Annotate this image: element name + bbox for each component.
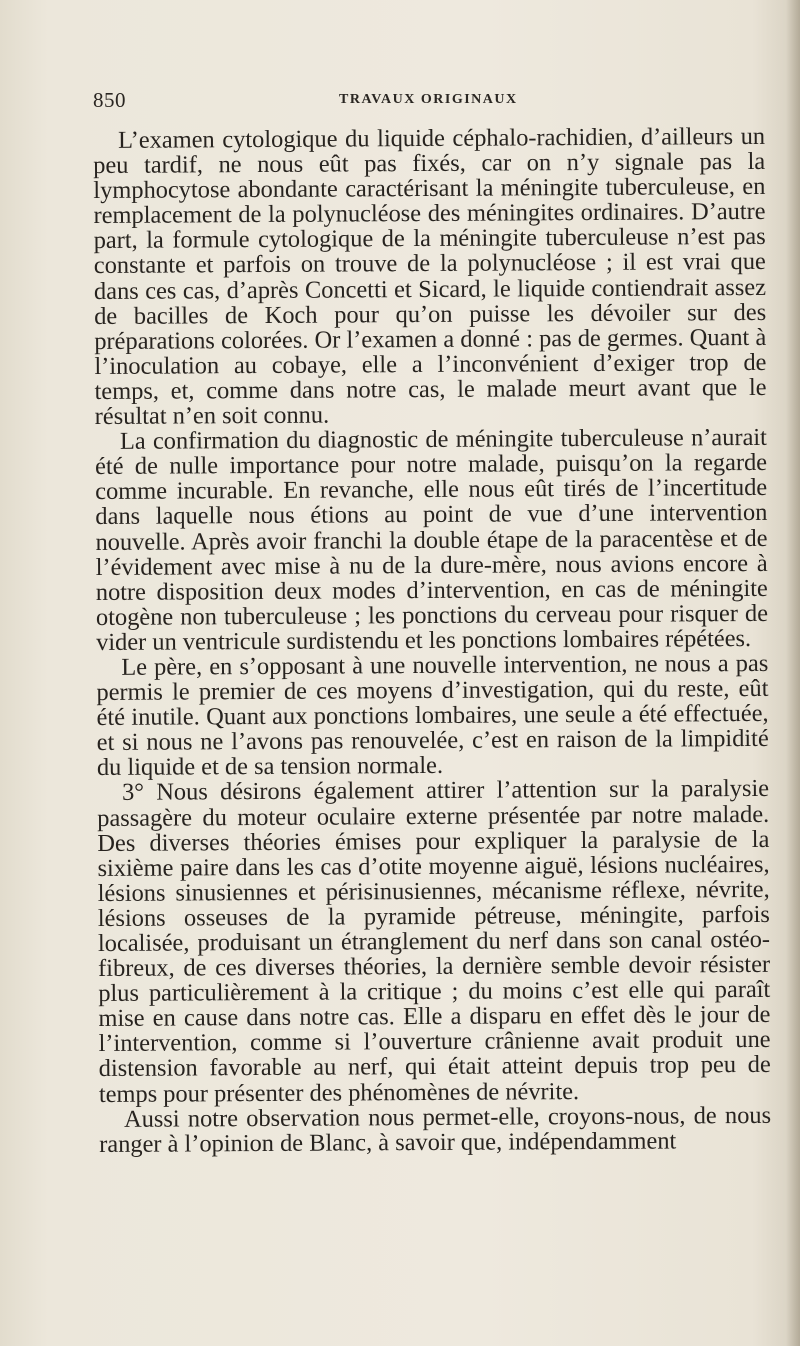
running-title: TRAVAUX ORIGINAUX [339,92,518,107]
paragraph-diagnosis: La confirmation du diagnostic de méningite tuberculeuse n’aurait été de nulle importance pour notre malade, puisqu’on la regarde comme incurable. En revanche, elle nous eût tirés de l’incertitude dans laquelle nous étions au point de vue d’une intervention nouvelle. Après avoir franchi la double étape de la paracentèse et de l’évidement avec mise à nu de la dure-mère, nous avions encore à notre disposition deux modes d’intervention, en cas de méningite otogène non tuberculeuse ; les ponctions du cerveau pour risquer de vider un ventricule surdistendu et les ponctions lombaires répétées. [94,424,769,656]
running-header [93,88,753,112]
paragraph-conclusion: Aussi notre observation nous permet-elle, croyons-nous, de nous ranger à l’opinion de Blanc, à savoir que, indépendamment [99,1101,772,1158]
paragraph-paralysis: 3° Nous désirons également attirer l’attention sur la paralysie passagère du moteur oculaire externe présentée par notre malade. Des diverses théories émises pour expliquer la paralysie de la sixième paire dans les cas d’otite moyenne aiguë, lésions nucléaires, lésions sinusiennes et périsinusiennes, mécanisme réflexe, névrite, lésions osseuses de la pyramide pétreuse, méningite, parfois localisée, produisant un étranglement du nerf dans son canal ostéo-fibreux, de ces diverses théories, la dernière semble devoir résister plus particulièrement à la critique ; du moins c’est elle qui paraît mise en cause dans notre cas. Elle a disparu en effet dès le jour de l’intervention, comme si l’ouverture crânienne avait produit une distension favorable au nerf, qui était atteint depuis trop peu de temps pour présenter des phénomènes de névrite. [97,775,771,1108]
page-number: 850 [93,88,126,112]
page-edge-shadow [786,0,800,1346]
paragraph-cytology: L’examen cytologique du liquide céphalo-rachidien, d’ailleurs un peu tardif, ne nous eût pas fixés, car on n’y signale pas la lymphocytose abondante caractérisant la méningite tuberculeuse, en remplacement de la polynucléose des méningites ordinaires. D’autre part, la formule cytologique de la méningite tuberculeuse n’est pas constante et parfois on trouve de la polynucléose ; il est vrai que dans ces cas, d’après Concetti et Sicard, le liquide contiendrait assez de bacilles de Koch pour qu’on puisse les dévoiler sur des préparations colorées. Or l’examen a donné : pas de germes. Quant à l’inoculation au cobaye, elle a l’inconvénient d’exiger trop de temps, et, comme dans notre cas, le malade meurt avant que le résultat n’en soit connu. [93,122,767,431]
body-text [93,124,771,1157]
paragraph-father: Le père, en s’opposant à une nouvelle intervention, ne nous a pas permis le premier de ces moyens d’investigation, qui du reste, eût été inutile. Quant aux ponctions lombaires, une seule a été effectuée, et si nous ne l’avons pas renouvelée, c’est en raison de la limpidité du liquide et de sa tension normale. [96,649,769,782]
